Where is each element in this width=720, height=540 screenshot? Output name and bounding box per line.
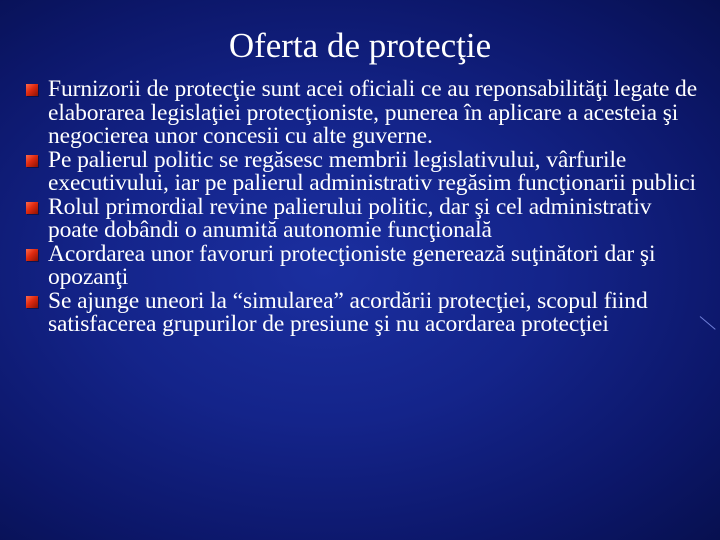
bullet-text-3: Rolul primordial revine palierului politic, dar şi cel administrativ poate dobândi o anumită autonomie funcţională	[48, 193, 652, 243]
slide-title: Oferta de protecţie	[228, 26, 492, 65]
bullet-text-2: Pe palierul politic se regăsesc membrii legislativului, vârfurile executivului, iar pe palierul administrativ regăsim funcţionarii publici	[48, 146, 696, 196]
bullet-item-4	[24, 240, 704, 290]
bullet-item-3	[24, 193, 704, 243]
square-bullet-icon	[26, 249, 38, 261]
square-bullet-icon	[26, 84, 38, 96]
bullet-item-2	[24, 146, 704, 196]
bullet-text-4: Acordarea unor favoruri protecţioniste generează suţinători dar şi opozanţi	[48, 240, 656, 290]
bullet-item-1	[24, 78, 704, 149]
square-bullet-icon	[26, 296, 38, 308]
bullet-item-5	[24, 287, 704, 337]
bullet-text-5: Se ajunge uneori la “simularea” acordării protecţiei, scopul fiind satisfacerea grupurilor de presiune şi nu acordarea protecţiei	[48, 287, 648, 337]
bullet-list	[24, 78, 704, 337]
square-bullet-icon	[26, 155, 38, 167]
bullet-text-1: Furnizorii de protecţie sunt acei oficiali ce au reponsabilităţi legate de elaborarea legislaţiei protecţioniste, punerea în aplicare a acesteia şi negocierea unor concesii cu alte guverne.	[48, 76, 698, 149]
square-bullet-icon	[26, 202, 38, 214]
